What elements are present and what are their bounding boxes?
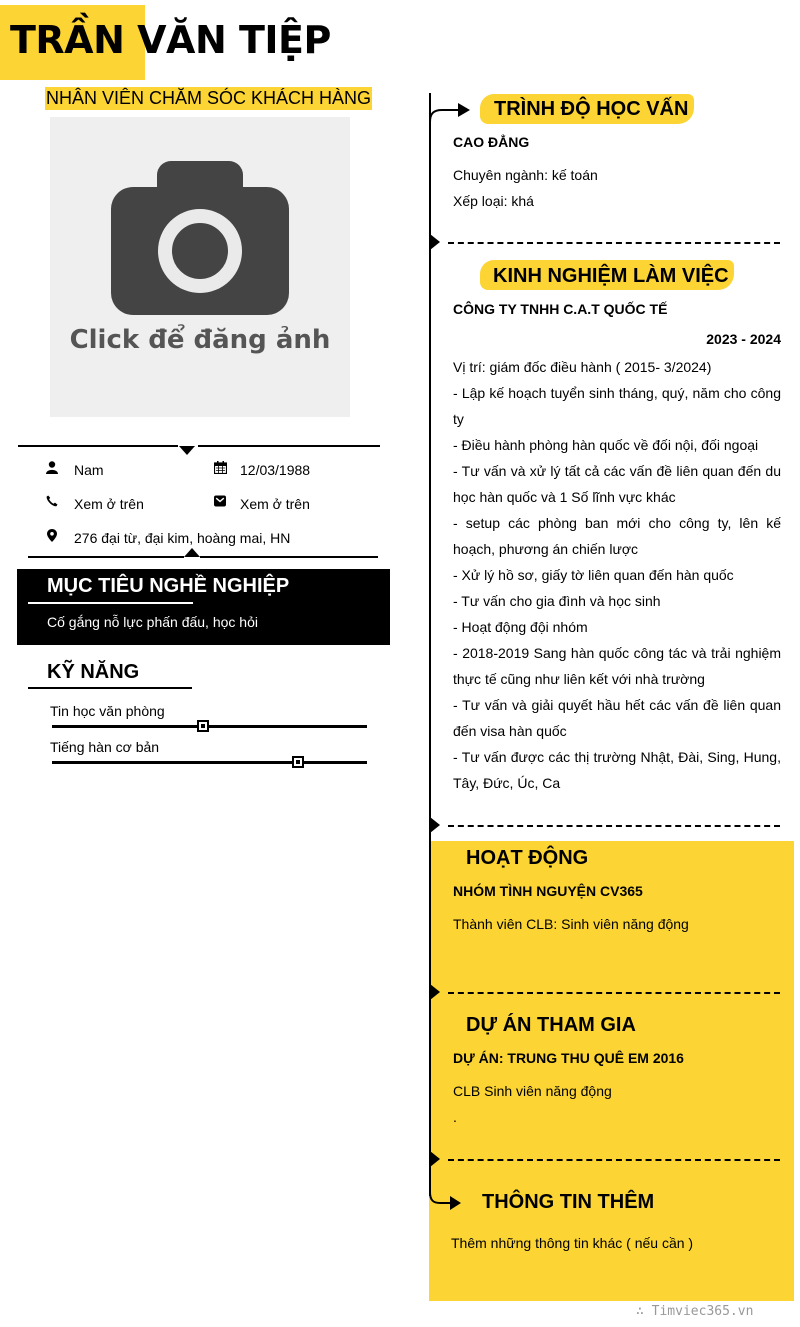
photo-upload[interactable]	[50, 117, 350, 417]
section-divider	[448, 1159, 780, 1161]
objective-section	[17, 569, 390, 645]
additional-text: Thêm những thông tin khác ( nếu cần )	[451, 1235, 694, 1251]
timeline-marker	[430, 817, 440, 833]
education-degree: CAO ĐẲNG	[453, 134, 530, 150]
experience-line: - 2018-2019 Sang hàn quốc công tác và trải nghiệm thực tế cũng như liên kết với nhà trường	[453, 645, 781, 687]
timeline-line	[429, 93, 431, 1196]
watermark: ∴ Timviec365.vn	[636, 1304, 754, 1319]
projects-title: DỰ ÁN THAM GIA	[466, 1014, 636, 1036]
skill-bar	[52, 725, 367, 728]
phone-value: Xem ở trên	[74, 496, 144, 512]
skill-bar	[52, 761, 367, 764]
experience-title: KINH NGHIỆM LÀM VIỆC	[493, 265, 729, 287]
experience-line: - Điều hành phòng hàn quốc về đối nội, đối ngoại	[453, 437, 759, 453]
info-divider-top-left	[18, 445, 178, 447]
divider-arrow-down	[179, 446, 195, 455]
address-value: 276 đại từ, đại kim, hoàng mai, HN	[74, 530, 291, 546]
experience-line: - Tư vấn và xử lý tất cả các vấn đề liên quan đến du học hàn quốc và 1 Số lĩnh vực khác	[453, 463, 781, 505]
user-icon	[45, 461, 59, 477]
info-divider-bottom-left	[28, 556, 184, 558]
project-text: CLB Sinh viên năng động	[453, 1083, 612, 1099]
objective-underline	[28, 602, 193, 604]
education-title: TRÌNH ĐỘ HỌC VẤN	[494, 98, 689, 120]
experience-line: - Lập kế hoạch tuyển sinh tháng, quý, năm cho công ty	[453, 385, 781, 427]
info-divider-bottom-right	[200, 556, 378, 558]
experience-company: CÔNG TY TNHH C.A.T QUỐC TẾ	[453, 301, 668, 317]
timeline-arrow-icon	[428, 98, 472, 124]
skill-level-knob[interactable]	[292, 756, 304, 768]
experience-period: 2023 - 2024	[706, 331, 781, 347]
education-rank: Xếp loại: khá	[453, 193, 534, 209]
phone-icon	[45, 495, 59, 510]
additional-title: THÔNG TIN THÊM	[482, 1191, 655, 1213]
info-divider-top-right	[198, 445, 380, 447]
calendar-icon	[213, 461, 227, 477]
skill-label: Tiếng hàn cơ bản	[50, 739, 160, 755]
objective-text: Cố gắng nỗ lực phấn đấu, học hỏi	[47, 614, 258, 630]
map-pin-icon	[45, 529, 59, 545]
job-title: NHÂN VIÊN CHĂM SÓC KHÁCH HÀNG	[46, 88, 372, 108]
timeline-marker	[430, 234, 440, 250]
experience-line: - setup các phòng ban mới cho công ty, lên kế hoạch, phương án chiến lược	[453, 515, 781, 557]
experience-line: - Xử lý hồ sơ, giấy tờ liên quan đến hàn quốc	[453, 567, 734, 583]
email-value: Xem ở trên	[240, 496, 310, 512]
timeline-end-arrow-icon	[428, 1180, 464, 1216]
photo-upload-label: Click để đăng ảnh	[69, 325, 331, 355]
candidate-name: TRẦN VĂN TIỆP	[10, 18, 331, 62]
section-divider	[448, 242, 780, 244]
email-icon	[213, 495, 227, 510]
section-divider	[448, 825, 780, 827]
skills-title: KỸ NĂNG	[47, 661, 140, 683]
education-major: Chuyên ngành: kế toán	[453, 167, 598, 183]
section-divider	[448, 992, 780, 994]
skills-underline	[28, 687, 192, 689]
experience-line: Vị trí: giám đốc điều hành ( 2015- 3/2024)	[453, 359, 712, 375]
experience-line: - Hoạt động đội nhóm	[453, 619, 588, 635]
project-name: DỰ ÁN: TRUNG THU QUÊ EM 2016	[453, 1050, 684, 1066]
camera-lens	[158, 209, 242, 293]
timeline-marker	[430, 984, 440, 1000]
activities-text: Thành viên CLB: Sinh viên năng động	[453, 916, 689, 932]
timeline-marker	[430, 1151, 440, 1167]
divider-arrow-up	[184, 548, 200, 557]
experience-description	[453, 354, 781, 796]
experience-line: - Tư vấn được các thị trường Nhật, Đài, Sing, Hung, Tây, Đức, Úc, Ca	[453, 749, 781, 791]
project-extra: .	[453, 1109, 457, 1125]
experience-line: - Tư vấn và giải quyết hầu hết các vấn đề liên quan đến visa hàn quốc	[453, 697, 781, 739]
skill-label: Tin học văn phòng	[50, 703, 165, 719]
skill-level-knob[interactable]	[197, 720, 209, 732]
experience-line: - Tư vấn cho gia đình và học sinh	[453, 593, 661, 609]
gender-value: Nam	[74, 462, 104, 478]
birthday-value: 12/03/1988	[240, 462, 311, 478]
activities-org: NHÓM TÌNH NGUYỆN CV365	[453, 883, 643, 899]
objective-title: MỤC TIÊU NGHỀ NGHIỆP	[47, 575, 290, 597]
activities-title: HOẠT ĐỘNG	[466, 847, 589, 869]
